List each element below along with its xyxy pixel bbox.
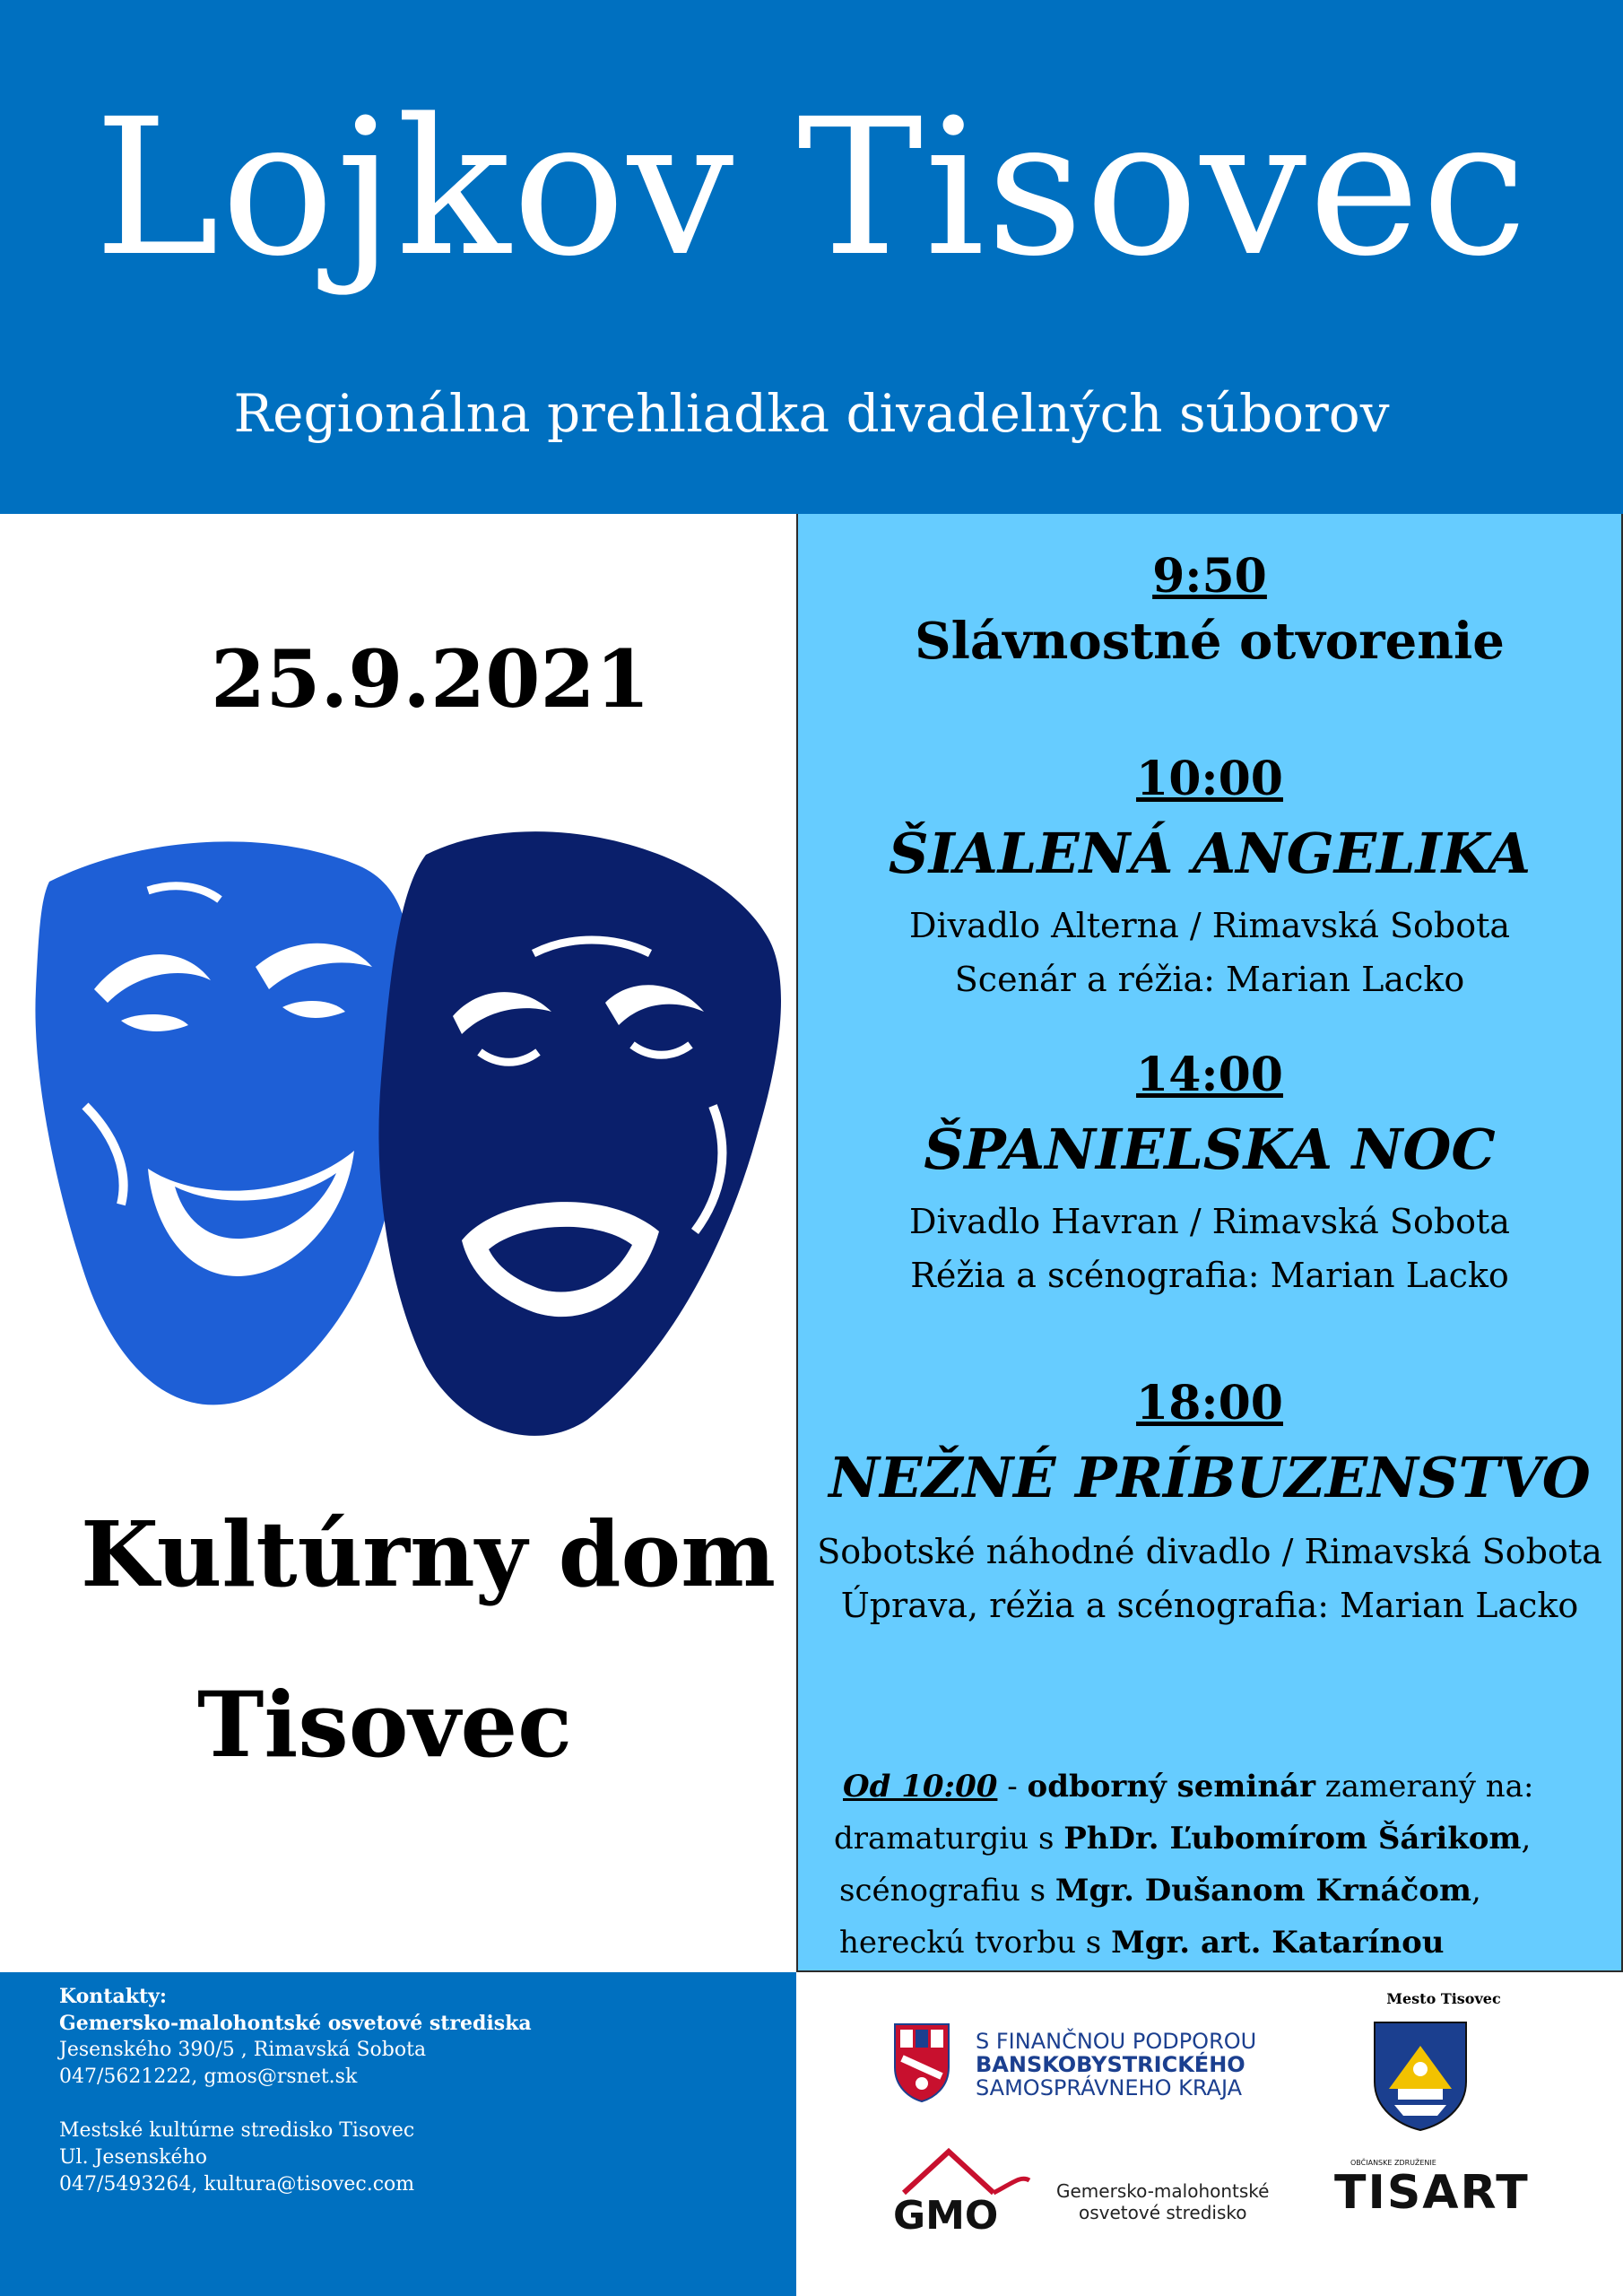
venue-name: Kultúrny dom [81,1501,777,1607]
header-banner [0,0,1623,514]
poster-title: Lojkov Tisovec [93,78,1530,298]
sponsor-text: Gemersko-malohontské osvetové stredisko [1056,2180,1270,2223]
program-title: NEŽNÉ PRÍBUZENSTVO [829,1445,1591,1510]
contact-org-name: Mestské kultúrne stredisko Tisovec [59,2119,415,2142]
gmo-logo-icon [886,2139,1038,2238]
program-time: 18:00 [1136,1376,1283,1431]
seminar-info: Od 10:00 - odborný seminár zameraný na: dramaturgiu s PhDr. Ľubomírom Šárikom, scénografiu s Mgr. Dušanom Krnáčom, hereckú tvorbu s Mgr. art. Katarínou [834,1769,1534,1961]
program-title: ŠIALENÁ ANGELIKA [888,821,1532,886]
sponsor-text: SAMOSPRÁVNEHO KRAJA [976,2075,1243,2100]
program-title: ŠPANIELSKA NOC [924,1117,1496,1182]
contact-phone-email: 047/5493264, kultura@tisovec.com [59,2173,415,2196]
gmos-sponsor-logo [886,2139,1298,2238]
contacts-heading: Kontakty: [59,1985,168,2008]
program-time: 14:00 [1136,1048,1283,1102]
program-credits: Úprava, réžia a scénografia: Marian Lacko [840,1586,1579,1625]
comedy-mask-icon [35,841,411,1405]
sponsors-panel [796,1972,1623,2296]
program-ensemble: Divadlo Alterna / Rimavská Sobota [908,906,1510,945]
theatre-masks-icon [31,810,794,1447]
program-ensemble: Sobotské náhodné divadlo / Rimavská Sobota [817,1532,1602,1571]
program-credits: Réžia a scénografia: Marian Lacko [910,1256,1509,1295]
tisart-logo: OBČIANSKE ZDRUŽENIE TISART [1334,2159,1530,2220]
mesto-label: Mesto Tisovec [1386,1990,1501,2007]
contact-address: Jesenského 390/5 , Rimavská Sobota [59,2039,427,2061]
poster-subtitle: Regionálna prehliadka divadelných súborov [233,383,1390,444]
program-credits: Scenár a réžia: Marian Lacko [954,960,1465,999]
program-time: 9:50 [1152,549,1267,604]
left-panel [0,514,796,1972]
sponsor-text: S FINANČNOU PODPOROU [976,2029,1257,2054]
bbsk-sponsor-logo [893,2022,1341,2112]
contacts-panel [0,1972,796,2296]
program-ensemble: Divadlo Havran / Rimavská Sobota [909,1202,1510,1241]
sponsor-text: BANSKOBYSTRICKÉHO [976,2052,1245,2077]
contact-org-name: Gemersko-malohontské osvetové strediska [59,2012,532,2035]
program-time: 10:00 [1136,752,1283,806]
event-date: 25.9.2021 [211,632,650,726]
bbsk-crest-icon [893,2022,950,2103]
contact-phone-email: 047/5621222, gmos@rsnet.sk [59,2066,358,2088]
program-panel [796,514,1623,1972]
svg-text:GMO: GMO [893,2193,999,2238]
contact-address: Ul. Jesenského [59,2146,207,2169]
venue-town: Tisovec [197,1672,573,1778]
tisovec-crest-icon [1371,2019,1470,2134]
program-title: Slávnostné otvorenie [915,612,1505,671]
